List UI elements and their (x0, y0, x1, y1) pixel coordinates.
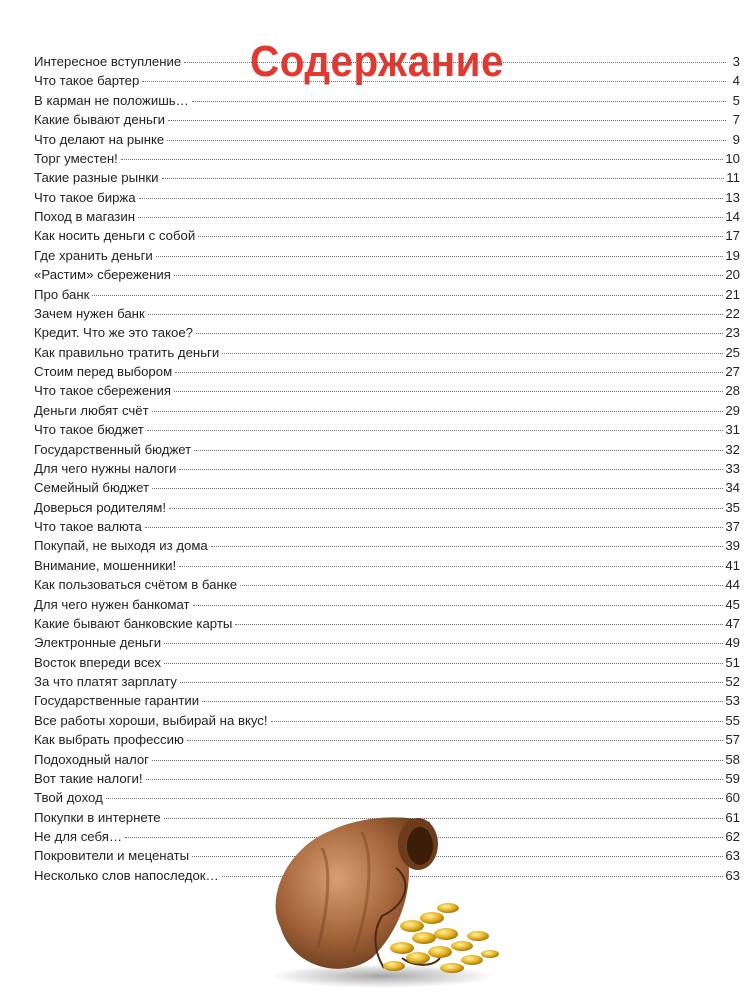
dot-leader (211, 546, 724, 547)
dot-leader (192, 101, 726, 102)
toc-entry-page-number: 5 (732, 92, 740, 108)
table-of-contents (34, 52, 740, 885)
toc-entry-page-number: 9 (732, 131, 740, 147)
dot-leader (145, 527, 723, 528)
toc-entry (34, 440, 740, 459)
toc-entry-title: Что такое бартер (34, 73, 140, 89)
toc-entry (34, 614, 740, 633)
dot-leader (152, 488, 723, 489)
toc-entry-page-number: 49 (725, 635, 740, 651)
toc-entry-page-number: 60 (725, 790, 740, 806)
toc-entry (34, 188, 740, 207)
dot-leader (174, 275, 723, 276)
page-title: Содержание (249, 37, 504, 87)
toc-entry-page-number: 10 (725, 150, 740, 166)
toc-entry (34, 788, 740, 807)
dot-leader (106, 798, 724, 799)
dot-leader (162, 178, 725, 179)
dot-leader (169, 508, 723, 509)
toc-entry-page-number: 39 (725, 538, 740, 554)
dot-leader (139, 198, 724, 199)
toc-entry-title: Такие разные рынки (34, 170, 159, 186)
dot-leader (147, 430, 724, 431)
toc-entry-title: Доверься родителям! (34, 499, 167, 515)
dot-leader (175, 372, 723, 373)
toc-entry-title: Подоходный налог (34, 751, 149, 767)
toc-entry-title: Что такое сбережения (34, 383, 171, 399)
dot-leader (202, 701, 723, 702)
dot-leader (193, 605, 724, 606)
toc-entry-page-number: 35 (725, 499, 740, 515)
toc-entry (34, 420, 740, 439)
toc-entry (34, 769, 740, 788)
toc-entry-page-number: 29 (725, 402, 740, 418)
toc-entry-page-number: 25 (725, 344, 740, 360)
toc-entry-page-number: 17 (725, 228, 740, 244)
toc-entry-title: Покупки в интернете (34, 809, 161, 825)
toc-entry-page-number: 22 (725, 305, 740, 321)
toc-entry (34, 323, 740, 342)
toc-entry-page-number: 58 (725, 751, 740, 767)
toc-entry-page-number: 27 (725, 364, 740, 379)
toc-entry (34, 149, 740, 168)
toc-entry (34, 691, 740, 710)
toc-entry-page-number: 63 (725, 848, 740, 864)
toc-entry-page-number: 52 (725, 674, 740, 689)
money-bag-illustration (262, 808, 502, 990)
toc-entry-page-number: 23 (725, 325, 740, 341)
toc-entry-title: Покровители и меценаты (34, 848, 190, 864)
toc-entry (34, 110, 740, 129)
toc-entry (34, 91, 740, 110)
toc-entry (34, 304, 740, 323)
dot-leader (121, 159, 724, 160)
dot-leader (240, 585, 723, 586)
toc-entry-title: Какие бывают деньги (34, 112, 166, 128)
toc-entry-title: Вот такие налоги! (34, 770, 143, 786)
dot-leader (179, 469, 723, 470)
toc-entry (34, 362, 740, 381)
toc-entry-title: Восток впереди всех (34, 654, 162, 670)
dot-leader (167, 140, 726, 141)
dot-leader (187, 740, 723, 741)
toc-entry (34, 517, 740, 536)
toc-entry-title: Не для себя… (34, 829, 123, 844)
toc-entry-title: Зачем нужен банк (34, 305, 145, 321)
dot-leader (146, 779, 724, 780)
toc-entry-page-number: 32 (725, 441, 740, 457)
toc-entry-page-number: 44 (725, 577, 740, 593)
toc-entry-page-number: 20 (725, 267, 740, 283)
toc-entry-title: Несколько слов напоследок… (34, 867, 219, 883)
dot-leader (222, 353, 723, 354)
dot-leader (152, 411, 724, 412)
toc-entry (34, 672, 740, 691)
toc-entry-title: Что такое биржа (34, 189, 136, 205)
toc-entry (34, 478, 740, 497)
toc-entry (34, 265, 740, 284)
toc-entry-title: Торг уместен! (34, 150, 118, 166)
toc-entry-title: Что такое валюта (34, 519, 142, 534)
toc-entry-page-number: 4 (732, 73, 740, 89)
toc-entry (34, 226, 740, 245)
toc-entry-page-number: 57 (725, 732, 740, 748)
toc-entry-title: Для чего нужны налоги (34, 460, 177, 476)
toc-entry-title: Электронные деньги (34, 635, 162, 651)
toc-entry-page-number: 41 (725, 557, 740, 573)
toc-entry (34, 595, 740, 614)
toc-entry-title: «Растим» сбережения (34, 267, 171, 283)
dot-leader (92, 295, 723, 296)
toc-entry-title: Как носить деньги с собой (34, 228, 196, 244)
toc-entry-page-number: 51 (725, 654, 740, 670)
toc-entry (34, 575, 740, 594)
dot-leader (180, 682, 723, 683)
dot-leader (152, 760, 723, 761)
toc-entry-title: Где хранить деньги (34, 247, 153, 263)
toc-entry (34, 536, 740, 555)
toc-entry (34, 711, 740, 730)
toc-entry-page-number: 31 (725, 422, 740, 438)
toc-entry-page-number: 55 (725, 712, 740, 728)
dot-leader (235, 624, 723, 625)
dot-leader (156, 256, 724, 257)
dot-leader (168, 120, 726, 121)
toc-entry (34, 168, 740, 187)
toc-entry-page-number: 28 (725, 383, 740, 399)
toc-entry-page-number: 45 (725, 596, 740, 612)
toc-entry-page-number: 7 (732, 112, 740, 128)
dot-leader (194, 450, 723, 451)
toc-entry (34, 130, 740, 149)
toc-entry-title: За что платят зарплату (34, 674, 177, 689)
toc-entry-title: Покупай, не выходя из дома (34, 538, 208, 554)
toc-entry-title: Как выбрать профессию (34, 732, 184, 748)
toc-entry-page-number: 63 (725, 867, 740, 883)
toc-entry-page-number: 21 (725, 286, 740, 302)
toc-entry-page-number: 62 (725, 829, 740, 844)
toc-entry-title: Что делают на рынке (34, 131, 165, 147)
toc-entry (34, 556, 740, 575)
toc-entry-title: Кредит. Что же это такое? (34, 325, 194, 341)
toc-entry-page-number: 14 (725, 209, 740, 224)
toc-entry-page-number: 34 (725, 480, 740, 496)
toc-entry (34, 246, 740, 265)
toc-entry (34, 633, 740, 652)
toc-entry (34, 381, 740, 400)
toc-entry (34, 52, 740, 71)
toc-entry-title: Государственный бюджет (34, 441, 192, 457)
toc-entry-page-number: 13 (725, 189, 740, 205)
dot-leader (179, 566, 723, 567)
toc-entry (34, 750, 740, 769)
toc-entry (34, 498, 740, 517)
toc-entry-title: Стоим перед выбором (34, 364, 173, 379)
toc-entry-title: Как пользоваться счётом в банке (34, 577, 238, 593)
toc-entry-title: Все работы хороши, выбирай на вкус! (34, 712, 268, 728)
toc-entry-title: Что такое бюджет (34, 422, 144, 438)
toc-entry-title: В карман не положишь… (34, 92, 189, 108)
toc-entry (34, 401, 740, 420)
toc-entry (34, 285, 740, 304)
toc-entry-page-number: 11 (726, 170, 740, 186)
toc-entry-title: Внимание, мошенники! (34, 557, 177, 573)
toc-entry-page-number: 33 (725, 460, 740, 476)
toc-entry-page-number: 59 (725, 770, 740, 786)
toc-entry-title: Деньги любят счёт (34, 402, 149, 418)
toc-entry (34, 730, 740, 749)
toc-entry-page-number: 61 (725, 809, 740, 825)
toc-entry-page-number: 3 (732, 54, 740, 69)
toc-entry-title: Поход в магазин (34, 209, 135, 224)
toc-entry-title: Для чего нужен банкомат (34, 596, 190, 612)
dot-leader (164, 643, 723, 644)
toc-entry-page-number: 53 (725, 693, 740, 709)
dot-leader (164, 663, 723, 664)
dot-leader (138, 217, 723, 218)
toc-entry (34, 71, 740, 90)
toc-entry-title: Про банк (34, 286, 90, 302)
toc-entry-page-number: 47 (725, 615, 740, 631)
dot-leader (196, 333, 723, 334)
toc-entry-page-number: 19 (725, 247, 740, 263)
dot-leader (198, 236, 723, 237)
dot-leader (142, 81, 726, 82)
toc-entry-title: Семейный бюджет (34, 480, 150, 496)
dot-leader (184, 62, 726, 63)
toc-entry-page-number: 37 (725, 519, 740, 534)
toc-entry-title: Интересное вступление (34, 54, 182, 69)
toc-entry (34, 343, 740, 362)
toc-entry (34, 653, 740, 672)
dot-leader (174, 391, 723, 392)
dot-leader (148, 314, 724, 315)
toc-entry (34, 459, 740, 478)
toc-entry-title: Твой доход (34, 790, 103, 806)
dot-leader (271, 721, 724, 722)
toc-entry-title: Какие бывают банковские карты (34, 615, 233, 631)
toc-entry-title: Как правильно тратить деньги (34, 344, 220, 360)
toc-entry-title: Государственные гарантии (34, 693, 200, 709)
toc-entry (34, 207, 740, 226)
